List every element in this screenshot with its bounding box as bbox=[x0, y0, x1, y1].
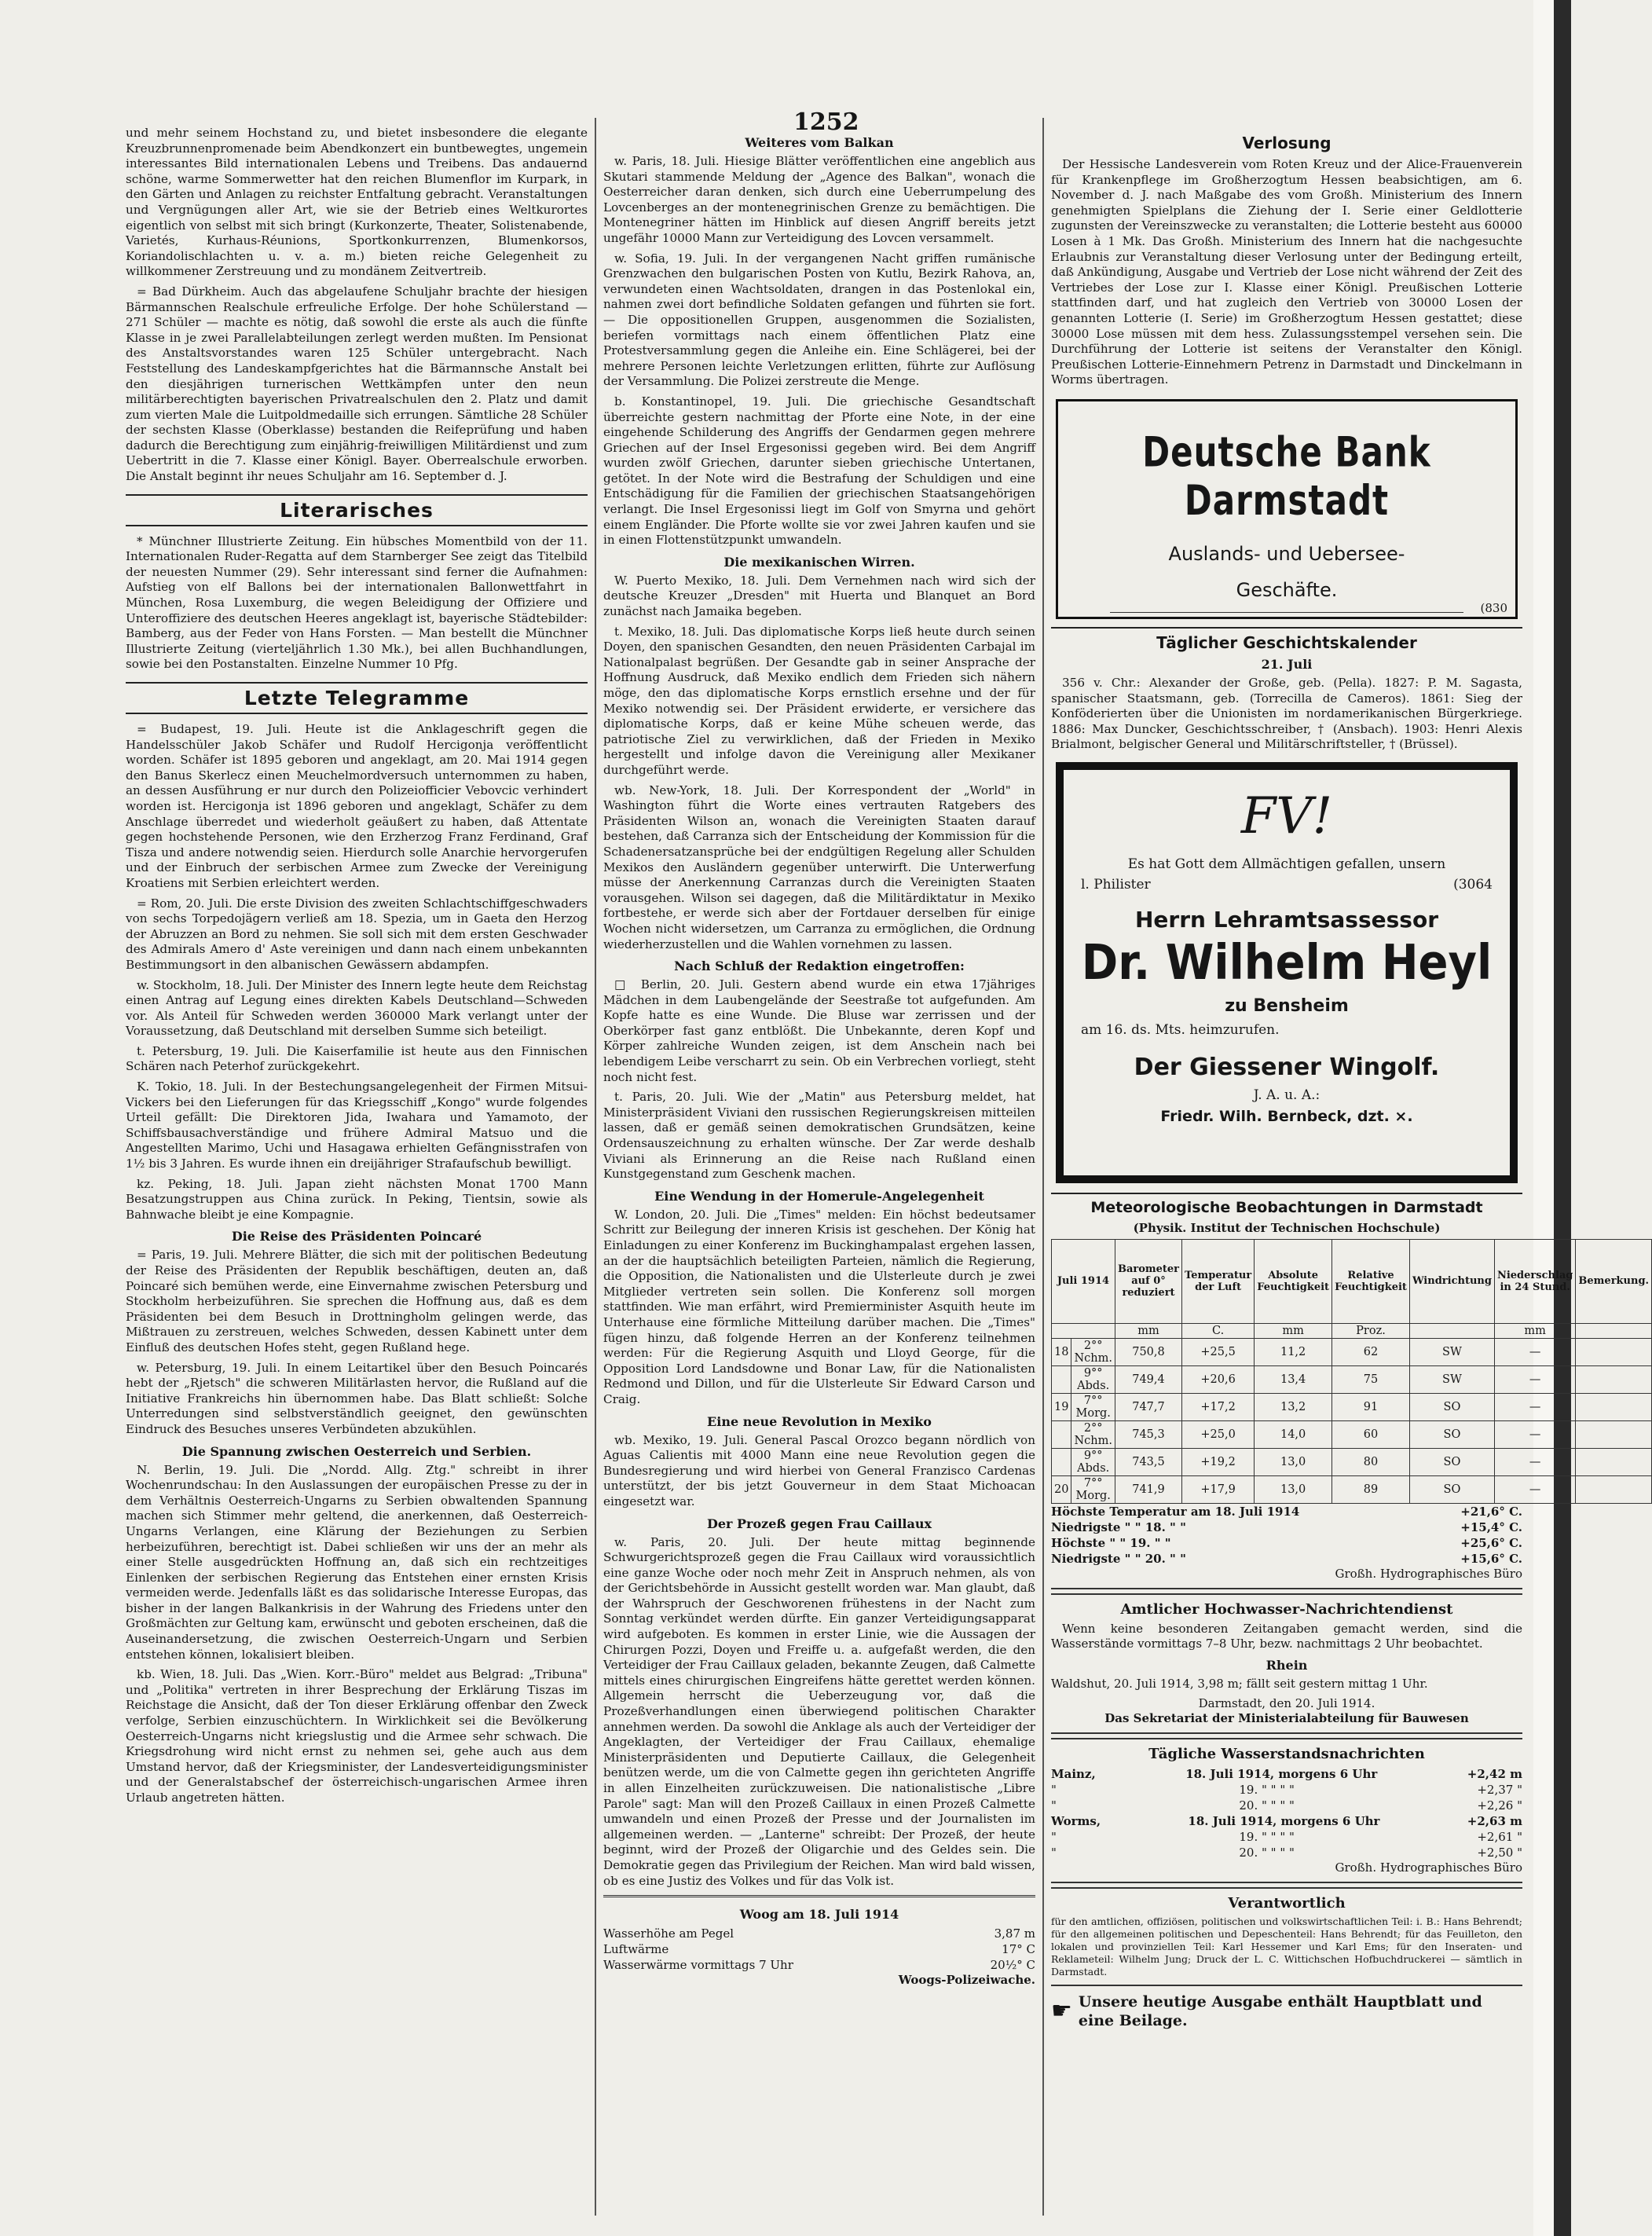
cell-rain: — bbox=[1494, 1420, 1575, 1448]
obit-title: Herrn Lehramtsassessor bbox=[1134, 906, 1438, 933]
sekretariat: Das Sekretariat der Ministerialabteilung für Bauwesen bbox=[1104, 1710, 1469, 1725]
cell-baro: 749,4 bbox=[1115, 1365, 1181, 1393]
article-paragraph: □ Berlin, 20. Juli. Gestern abend wurde ein etwa 17jähriges Mädchen in dem Laubengelände der Seestraße tot aufgefunden. Am Kopfe hatte es eine Wunde. Die Bluse war zerrissen und der Oberkörper fast ganz entblößt. Die Unbekannte, deren Kopf und Körper zahlreiche Wunden zeigen, ist dem Anschein nach bei lebendigem Leibe verscharrt zu sein. Ob ein Verbrechen vorliegt, steht noch nicht fest. bbox=[603, 977, 1035, 1084]
cell-remark bbox=[1576, 1338, 1652, 1365]
obit-iau: J. A. u. A.: bbox=[1253, 1087, 1321, 1103]
article-paragraph: w. Sofia, 19. Juli. In der vergangenen Nacht griffen rumänische Grenzwachen den bulgarischen Posten von Kutlu, Bezirk Rahova, an, verwundeten einen Wachtsoldaten, drangen in das Postenlokal ein, nahmen zwei dort befindliche Soldaten gefangen und führten sie fort. — Die oppositionellen Gruppen, ausgenommen die Sozialisten, beriefen vormittags nach einem öffentlichen Platz eine Protestversammlung gegen die Anleihe ein. Eine Schlägerei, bei der mehrere Personen leichte Verletzungen erlitten, führte zur Auflösung der Versammlung. Die Polizei zerstreute die Menge. bbox=[603, 251, 1035, 389]
cell-temp: +17,9 bbox=[1182, 1475, 1255, 1503]
met-subheading: (Physik. Institut der Technischen Hochschule) bbox=[1133, 1220, 1441, 1235]
woog-value: 3,87 m bbox=[994, 1926, 1035, 1941]
ws-date: 19. " " " " bbox=[1239, 1782, 1295, 1797]
temp-value: +21,6° C. bbox=[1460, 1504, 1522, 1519]
subheading-revolution: Eine neue Revolution in Mexiko bbox=[707, 1413, 932, 1429]
cell-temp: +20,6 bbox=[1182, 1365, 1255, 1393]
cell-temp: +19,2 bbox=[1182, 1448, 1255, 1475]
cell-rain: — bbox=[1494, 1393, 1575, 1420]
temp-line bbox=[1051, 1504, 1522, 1519]
obit-place: zu Bensheim bbox=[1225, 995, 1349, 1016]
temp-value: +15,6° C. bbox=[1460, 1551, 1522, 1566]
divider bbox=[1051, 1985, 1522, 1986]
table-row bbox=[1052, 1365, 1652, 1393]
article-paragraph: w. Paris, 20. Juli. Der heute mittag beginnende Schwurgerichtsprozeß gegen die Frau Caillaux wird voraussichtlich eine ganze Woche oder noch mehr Zeit in Anspruch nehmen, als von der Gerichtsbehörde in Aussicht gestellt worden war. Man glaubt, daß der Wahrspruch der Geschworenen frühestens in der Nacht zum Sonntag verkündet werden dürfte. Ein ganzer Verteidigungsapparat wird aufgeboten. Es kommen in erster Linie, wie die Aussagen der Chirurgen Pozzi, Doyen und Freiffe u. a. aufgefaßt werden, die den Verteidiger der Frau Caillaux geladen, bekannte Zeugen, daß Calmette mittels eines chirurgischen Eingreifens hätte gerettet werden können. Allgemein herrscht die Ueberzeugung vor, daß die Prozeßverhandlungen einen überwiegend politischen Charakter annehmen werden. Da sowohl die Anklage als auch der Verteidiger der Angeklagten, der Verteidiger der Frau Caillaux, ehemalige Ministerpräsidenten und Deputierte Caillaux, die Gelegenheit benützen werde, um die von Calmette gegen ihn gerichteten Angriffe in allen Einzelheiten zurückzuweisen. Die nationalistische „Libre Parole" sagt: Man will den Prozeß Caillaux in einen Prozeß Calmette umwandeln und einen Prozeß der Presse und der Journalisten im allgemeinen werden. — „Lanterne" schreibt: Der Prozeß, der heute beginnt, wird der Prozeß der Oligarchie und des Geldes sein. Die Demokratie gegen das Privilegium der Reichen. Man wird bald wissen, ob es eine Justiz des Volkes und für das Volk ist. bbox=[603, 1534, 1035, 1888]
footer-note bbox=[1051, 1992, 1522, 2030]
ws-place: " bbox=[1051, 1829, 1057, 1844]
unit-cell bbox=[1409, 1323, 1494, 1338]
ws-value: +2,37 " bbox=[1477, 1782, 1522, 1797]
page-number: 1252 bbox=[793, 108, 859, 136]
ws-value: +2,42 m bbox=[1467, 1766, 1522, 1781]
temp-value: +15,4° C. bbox=[1460, 1519, 1522, 1534]
article-paragraph: und mehr seinem Hochstand zu, und bietet insbesondere die elegante Kreuzbrunnenpromenade beim Abendkonzert ein buntbewegtes, ungemein interessantes Bild internationalen Lebens und Treibens. Das andauernd schöne, warme Sommerwetter hat den reichen Blumenflor im Kurpark, in den Gärten und Anlagen zu reichster Entfaltung gebracht. Veranstaltungen und Vergnügungen aller Art, wie sie der Betrieb eines Weltkurortes eigentlich von selbst mit sich bringt (Kurkonzerte, Theater, Solistenabende, Varietés, Kurhaus-Réunions, Sportkonkurrenzen, Blumenkorsos, Koriandolischlachten u. v. a. m.) bieten reiche Gelegenheit zu willkommener Zerstreuung und zu mondänem Zeitvertreib. bbox=[126, 126, 588, 279]
cell-rel: 75 bbox=[1332, 1365, 1410, 1393]
article-paragraph: w. Paris, 18. Juli. Hiesige Blätter veröffentlichen eine angeblich aus Skutari stammende Meldung der „Agence des Balkan", wonach die Oesterreicher daran denken, sich durch eine Ueberrumpelung des Lovcenberges an der montenegrinischen Grenze zu bemächtigen. Die Montenegriner hätten im Hinblick auf diesen Angriff bereits jetzt ungefähr 10000 Mann zur Verteidigung des Lovcen versammelt. bbox=[603, 154, 1035, 245]
table-row bbox=[1052, 1420, 1652, 1448]
telegram-paragraph: = Budapest, 19. Juli. Heute ist die Anklageschrift gegen die Handelsschüler Jakob Schäfer und Rudolf Hercigonja veröffentlicht worden. Schäfer ist 1895 geboren und angeklagt, am 20. Mai 1914 gegen den Banus Skerlecz einen Meuchelmordversuch unternommen zu haben, an dessen Ausführung er nur durch den Polizeiofficier Vebovcic verhindert worden ist. Hercigonja ist 1896 geboren und angeklagt, Schäfer zu dem Anschlage überredet und wiederholt geäußert zu haben, daß Attentate gegen hochstehende Personen, wie den Erzherzog Franz Ferdinand, Graf Tisza und andere notwendig seien. Hierdurch solle Anarchie hervorgerufen und der Einbruch der serbischen Armee zum Zwecke der Vereinigung Kroatiens mit Serbien erleichtert werden. bbox=[126, 722, 588, 890]
obituary-notice bbox=[1056, 762, 1518, 1183]
wasserstand-heading: Tägliche Wasserstandsnachrichten bbox=[1148, 1745, 1425, 1762]
ws-date: 18. Juli 1914, morgens 6 Uhr bbox=[1185, 1766, 1378, 1781]
cell-baro: 747,7 bbox=[1115, 1393, 1181, 1420]
unit-cell bbox=[1052, 1323, 1115, 1338]
temp-value: +25,6° C. bbox=[1460, 1535, 1522, 1550]
cell-rel: 60 bbox=[1332, 1420, 1410, 1448]
cell-abs: 13,4 bbox=[1255, 1365, 1332, 1393]
darmstadt-date: Darmstadt, den 20. Juli 1914. bbox=[1198, 1695, 1375, 1710]
column-1 bbox=[126, 126, 588, 2216]
column-header: Temperatur der Luft bbox=[1182, 1239, 1255, 1323]
cell-abs: 13,0 bbox=[1255, 1448, 1332, 1475]
section-heading-literary: Literarisches bbox=[126, 494, 588, 526]
bank-rule bbox=[1110, 612, 1463, 613]
cell-temp: +17,2 bbox=[1182, 1393, 1255, 1420]
bank-name: Deutsche Bank Darmstadt bbox=[1142, 427, 1431, 525]
cell-day bbox=[1052, 1365, 1071, 1393]
woog-value: 20½° C bbox=[990, 1958, 1035, 1973]
cell-remark bbox=[1576, 1420, 1652, 1448]
woog-label: Luftwärme bbox=[603, 1942, 669, 1957]
obit-line-2 bbox=[1081, 877, 1493, 893]
unit-cell: Proz. bbox=[1332, 1323, 1410, 1338]
divider bbox=[1051, 1882, 1522, 1889]
table-row bbox=[1052, 1475, 1652, 1503]
woog-row bbox=[603, 1926, 1035, 1941]
rhein-heading: Rhein bbox=[1266, 1657, 1308, 1673]
obit-date: am 16. ds. Mts. heimzurufen. bbox=[1081, 1021, 1280, 1038]
cell-rel: 80 bbox=[1332, 1448, 1410, 1475]
cell-rel: 91 bbox=[1332, 1393, 1410, 1420]
unit-cell: mm bbox=[1255, 1323, 1332, 1338]
column-header: Windrichtung bbox=[1409, 1239, 1494, 1323]
wasserstand-row bbox=[1051, 1782, 1522, 1798]
wasserstand-row bbox=[1051, 1845, 1522, 1860]
ws-value: +2,50 " bbox=[1477, 1845, 1522, 1860]
kalender-text: 356 v. Chr.: Alexander der Große, geb. (Pella). 1827: P. M. Sagasta, spanischer Staatsmann, geb. (Torrecilla de Cameros). 1861: Sieg der Konföderierten über die Unionisten im nordamerikanischen Bürgerkriege. 1886: Max Duncker, Geschichtsschreiber, † (Ansbach). 1903: Henri Alexis Brialmont, belgischer General und Militärschriftsteller, † (Brüssel). bbox=[1051, 675, 1522, 752]
bank-code: (830 bbox=[1480, 600, 1507, 615]
kalender-date: 21. Juli bbox=[1261, 656, 1313, 672]
cell-abs: 13,0 bbox=[1255, 1475, 1332, 1503]
column-rule bbox=[1042, 118, 1044, 2216]
divider bbox=[1051, 1588, 1522, 1595]
article-paragraph: W. Puerto Mexiko, 18. Juli. Dem Vernehmen nach wird sich der deutsche Kreuzer „Dresden" mit Huerta und Blanquet an Bord zunächst nach Jamaika begeben. bbox=[603, 573, 1035, 619]
cell-day bbox=[1052, 1448, 1071, 1475]
bank-line-1: Auslands- und Uebersee- bbox=[1168, 542, 1405, 565]
subheading-mexiko: Die mexikanischen Wirren. bbox=[723, 554, 915, 570]
met-signature: Großh. Hydrographisches Büro bbox=[1335, 1566, 1522, 1581]
article-paragraph: = Bad Dürkheim. Auch das abgelaufene Schuljahr brachte der hiesigen Bärmannschen Realschule erfreuliche Erfolge. Der hohe Schülerstand — 271 Schüler — machte es nötig, daß sowohl die erste als auch die fünfte Klasse in je zwei Parallelabteilungen zerlegt werden mußten. Im Pensionat des Anstaltsvorstandes waren 125 Schüler untergebracht. Nach Feststellung des Landeskampfgerichtes hat die Bärmannsche Anstalt bei den diesjährigen turnerischen Wettkämpfen unter den neun militärberechtigten bayerischen Privatrealschulen den 2. Platz und damit zum vierten Male die Luitpoldmedaille sich errungen. Sämtliche 28 Schüler der sechsten Klasse (Oberklasse) bestanden die Reifeprüfung und haben dadurch die Berechtigung zum einjährig-freiwilligen Militärdienst und zum Uebertritt in die 7. Klasse einer Königl. Bayer. Oberrealschule erworben. Die Anstalt beginnt ihr neues Schuljahr am 16. September d. J. bbox=[126, 284, 588, 484]
ws-date: 18. Juli 1914, morgens 6 Uhr bbox=[1188, 1813, 1380, 1828]
woog-row bbox=[603, 1957, 1035, 1973]
cell-time: 7°° Morg. bbox=[1071, 1475, 1115, 1503]
met-heading: Meteorologische Beobachtungen in Darmstadt bbox=[1051, 1193, 1522, 1216]
ws-place: Mainz, bbox=[1051, 1766, 1096, 1781]
cell-rain: — bbox=[1494, 1365, 1575, 1393]
waldshut-text: Waldshut, 20. Juli 1914, 3,98 m; fällt seit gestern mittag 1 Uhr. bbox=[1051, 1676, 1428, 1691]
ws-value: +2,61 " bbox=[1477, 1829, 1522, 1844]
telegram-paragraph: w. Stockholm, 18. Juli. Der Minister des Innern legte heute dem Reichstag einen Antrag auf Legung eines direkten Kabels Deutschland—Schweden vor. Als Anteil für Schweden werden 360000 Mark verlangt unter der Voraussetzung, daß Deutschland mit derselben Summe sich beteiligt. bbox=[126, 977, 588, 1039]
cell-wind: SO bbox=[1409, 1420, 1494, 1448]
cell-wind: SO bbox=[1409, 1475, 1494, 1503]
ws-place: " bbox=[1051, 1798, 1057, 1813]
cell-time: 7°° Morg. bbox=[1071, 1393, 1115, 1420]
cell-wind: SO bbox=[1409, 1448, 1494, 1475]
obit-line-1: Es hat Gott dem Allmächtigen gefallen, unsern bbox=[1127, 856, 1446, 872]
cell-rel: 62 bbox=[1332, 1338, 1410, 1365]
article-paragraph: * Münchner Illustrierte Zeitung. Ein hübsches Momentbild von der 11. Internationalen Ruder-Regatta auf dem Starnberger See zeigt das Titelbild der neuesten Nummer (29). Sehr interessant sind ferner die Aufnahmen: Aufstieg von elf Ballons bei der internationalen Ballonwettfahrt in München, Rosa Luxemburg, die wegen Beleidigung der Offiziere und Unteroffiziere des deutschen Heeres angeklagt ist, bayerische Städtebilder: Bamberg, aus der Feder von Hans Forsten. — Man bestellt die Münchner Illustrierte Zeitung (vierteljährlich 1.30 Mk.), bei allen Buchhandlungen, sowie bei den Postanstalten. Einzelne Nummer 10 Pfg. bbox=[126, 533, 588, 672]
column-2 bbox=[603, 126, 1035, 2216]
ws-place: Worms, bbox=[1051, 1813, 1101, 1828]
telegram-paragraph: = Rom, 20. Juli. Die erste Division des zweiten Schlachtschiffgeschwaders von sechs Torpedojägern verließ am 18. Spezia, um in Gaeta den Herzog der Abruzzen an Bord zu nehmen. Sie soll sich mit dem ersten Geschwader des Admirals Amero d' Aste vereinigen und dann nach einem unbekannten Bestimmungsort in den albanischen Gewässern abdampfen. bbox=[126, 896, 588, 972]
woog-value: 17° C bbox=[1002, 1942, 1035, 1957]
temp-label: Niedrigste " " 18. " " bbox=[1051, 1519, 1186, 1534]
unit-cell: C. bbox=[1182, 1323, 1255, 1338]
cell-baro: 750,8 bbox=[1115, 1338, 1181, 1365]
hochwasser-heading: Amtlicher Hochwasser-Nachrichtendienst bbox=[1120, 1600, 1453, 1618]
woog-title: Woog am 18. Juli 1914 bbox=[739, 1907, 899, 1923]
article-paragraph: wb. Mexiko, 19. Juli. General Pascal Orozco begann nördlich von Aguas Calientis mit 4000 Mann eine neue Revolution gegen die Bundesregierung und wird hierbei von General Franzisco Cardenas unterstützt, der bis jetzt Gouverneur in dem Staat Michoacan eingesetzt war. bbox=[603, 1432, 1035, 1508]
deutsche-bank-ad bbox=[1056, 399, 1518, 619]
cell-baro: 745,3 bbox=[1115, 1420, 1181, 1448]
ws-value: +2,63 m bbox=[1467, 1813, 1522, 1828]
cell-time: 9°° Abds. bbox=[1071, 1365, 1115, 1393]
cell-rain: — bbox=[1494, 1475, 1575, 1503]
table-row bbox=[1052, 1448, 1652, 1475]
cell-time: 9°° Abds. bbox=[1071, 1448, 1115, 1475]
unit-cell: mm bbox=[1494, 1323, 1575, 1338]
subheading-spannung: Die Spannung zwischen Oesterreich und Serbien. bbox=[181, 1443, 532, 1459]
cell-abs: 14,0 bbox=[1255, 1420, 1332, 1448]
wasserstand-row bbox=[1051, 1813, 1522, 1829]
table-header-row bbox=[1052, 1239, 1652, 1323]
temp-line bbox=[1051, 1519, 1522, 1535]
subheading-redaktion: Nach Schluß der Redaktion eingetroffen: bbox=[674, 959, 965, 974]
article-paragraph: kb. Wien, 18. Juli. Das „Wien. Korr.-Büro" meldet aus Belgrad: „Tribuna" und „Politika" vertreten in ihrer Besprechung der Erklärung Tiszas im Reichstage die Ansicht, daß der Ton dieser Erklärung offenbar den Zweck verfolge, Serbien einzuschüchtern. In Wirklichkeit sei die Bevölkerung Oesterreich-Ungarns nicht kriegslustig und die Armee sehr schwach. Die Kriegsdrohung wird nicht ernst zu nehmen sei, gehe auch aus dem Umstand hervor, daß der Kriegsminister, der Landesverteidigungsminister und der Generalstabschef der österreichisch-ungarischen Armee ihren Urlaub angetreten hätten. bbox=[126, 1667, 588, 1805]
obit-signed: Friedr. Wilh. Bernbeck, dzt. ×. bbox=[1160, 1107, 1413, 1125]
woog-box bbox=[603, 1895, 1035, 1988]
subheading-balkan: Weiteres vom Balkan bbox=[745, 135, 894, 150]
column-header: Bemerkung. bbox=[1576, 1239, 1652, 1323]
article-paragraph: t. Mexiko, 18. Juli. Das diplomatische Korps ließ heute durch seinen Doyen, den spanischen Gesandten, den neuen Präsidenten Carbajal im Nationalpalast begrüßen. Der Gesandte gab in seiner Ansprache der Hoffnung Ausdruck, daß Mexiko endlich dem Frieden sich nähern möge, den das diplomatische Korps ernstlich ersehne und der für Mexiko notwendig sei. Der Präsident erwiderte, er versichere das diplomatische Korps, daß er keine Mühe scheuen werde, das patriotische Ziel zu verwirklichen, daß der Frieden in Mexiko hergestellt und infolge davon die Vereinigung aller Mexikaner durchgeführt werde. bbox=[603, 624, 1035, 777]
weather-table bbox=[1051, 1239, 1652, 1504]
cell-day: 19 bbox=[1052, 1393, 1071, 1420]
cell-remark bbox=[1576, 1475, 1652, 1503]
unit-cell bbox=[1576, 1323, 1652, 1338]
verantwortlich-text: für den amtlichen, offiziösen, politischen und volkswirtschaftlichen Teil: i. B.: Hans Behrendt; für den allgemeinen politischen und Depeschenteil: Hans Behrendt; für das Feuilleton, den lokalen und provinziellen Teil: Karl Hessemer und Karl Ems; für den Inseraten- und Reklameteil: Wilhelm Jung; Druck der L. C. Wittichschen Hofbuchdruckerei — sämtlich in Darmstadt. bbox=[1051, 1915, 1522, 1978]
obit-name: Dr. Wilhelm Heyl bbox=[1081, 934, 1493, 992]
temp-label: Niedrigste " " 20. " " bbox=[1051, 1551, 1186, 1566]
table-row bbox=[1052, 1338, 1652, 1365]
wasserstand-row bbox=[1051, 1766, 1522, 1782]
table-units-row bbox=[1052, 1323, 1652, 1338]
article-paragraph: N. Berlin, 19. Juli. Die „Nordd. Allg. Ztg." schreibt in ihrer Wochenrundschau: In den Auslassungen der europäischen Presse zu der in dem Verhältnis Oesterreich-Ungarns zu Serbien obwaltenden Spannung machen sich Stimmer mehr geltend, die anerkennen, daß Oesterreich-Ungarns Verlangen, eine Klärung der Beziehungen zu Serbien herbeizuführen, berechtigt ist. Dabei schließen wir uns der an mehr als einer Stelle ausgedrückten Hoffnung an, daß sich ein rechtzeitiges Einlenken der serbischen Regierung das Entstehen einer ernsten Krisis vermeiden werde. Jedenfalls läßt es das solidarische Interesse Europas, das bisher in der langen Balkankrisis in der Wahrung des Friedens unter den Großmächten zur Geltung kam, erwünscht und geboten erscheinen, daß die Auseinandersetzung, die zwischen Oesterreich-Ungarn und Serbien entstehen können, lokalisiert bleiben. bbox=[126, 1462, 588, 1662]
telegram-paragraph: K. Tokio, 18. Juli. In der Bestechungsangelegenheit der Firmen Mitsui-Vickers bei den Lieferungen für das Kriegsschiff „Kongo" wurde folgendes Urteil gefällt: Die Direktoren Jida, Iwahara und Yamamoto, der Schiffsbausachverständige und frühere Admiral Matsuo und die Angestellten Marimo, Uchi und Hasagawa erhielten Gefängnisstrafen von 1½ bis 3 Jahren. Es wurde ihnen ein dreijähriger Strafaufschub bewilligt. bbox=[126, 1080, 588, 1171]
ws-date: 19. " " " " bbox=[1239, 1829, 1295, 1844]
wasserstand-row bbox=[1051, 1798, 1522, 1813]
cell-day bbox=[1052, 1420, 1071, 1448]
cell-baro: 743,5 bbox=[1115, 1448, 1181, 1475]
cell-wind: SW bbox=[1409, 1338, 1494, 1365]
cell-abs: 13,2 bbox=[1255, 1393, 1332, 1420]
ws-date: 20. " " " " bbox=[1239, 1798, 1295, 1813]
column-header: Juli 1914 bbox=[1052, 1239, 1115, 1323]
cell-rain: — bbox=[1494, 1448, 1575, 1475]
cell-temp: +25,0 bbox=[1182, 1420, 1255, 1448]
obit-society: Der Giessener Wingolf. bbox=[1134, 1053, 1440, 1081]
cell-baro: 741,9 bbox=[1115, 1475, 1181, 1503]
table-row bbox=[1052, 1393, 1652, 1420]
divider bbox=[1051, 1732, 1522, 1739]
woog-label: Wasserhöhe am Pegel bbox=[603, 1926, 734, 1941]
cell-remark bbox=[1576, 1448, 1652, 1475]
obit-philister: l. Philister bbox=[1081, 876, 1151, 893]
hochwasser-text: Wenn keine besonderen Zeitangaben gemacht werden, sind die Wasserstände vormittags 7–8 Uhr, bezw. nachmittags 2 Uhr beobachtet. bbox=[1051, 1621, 1522, 1651]
monogram-logo: FV! bbox=[1240, 786, 1333, 845]
cell-day: 18 bbox=[1052, 1338, 1071, 1365]
cell-time: 2°° Nchm. bbox=[1071, 1420, 1115, 1448]
column-rule bbox=[595, 118, 596, 2216]
verantwortlich-heading: Verantwortlich bbox=[1228, 1894, 1346, 1912]
article-paragraph: = Paris, 19. Juli. Mehrere Blätter, die sich mit der politischen Bedeutung der Reise des Präsidenten der Republik beschäftigen, deuten an, daß Poincaré sich bemühen werde, eine Einvernahme zwischen Petersburg und Stockholm herbeizuführen. Sie sprechen die Hoffnung aus, daß es dem Präsidenten bei dem Besuch in Drottningholm gelingen werde, das Mißtrauen zu zerstreuen, welches Schweden, dessen Kabinett unter dem Einfluß des deutschen Hofes steht, gegen Rußland hege. bbox=[126, 1248, 588, 1354]
cell-abs: 11,2 bbox=[1255, 1338, 1332, 1365]
woog-row bbox=[603, 1941, 1035, 1957]
cell-temp: +25,5 bbox=[1182, 1338, 1255, 1365]
section-heading-kalender: Täglicher Geschichtskalender bbox=[1051, 627, 1522, 652]
wasserstand-row bbox=[1051, 1829, 1522, 1845]
telegram-paragraph: t. Petersburg, 19. Juli. Die Kaiserfamilie ist heute aus den Finnischen Schären nach Peterhof zurückgekehrt. bbox=[126, 1043, 588, 1074]
column-header: Relative Feuchtigkeit bbox=[1332, 1239, 1410, 1323]
cell-rel: 89 bbox=[1332, 1475, 1410, 1503]
temp-label: Höchste " " 19. " " bbox=[1051, 1535, 1171, 1550]
woog-label: Wasserwärme vormittags 7 Uhr bbox=[603, 1958, 793, 1973]
telegram-paragraph: kz. Peking, 18. Juli. Japan zieht nächsten Monat 1700 Mann Besatzungstruppen aus China zurück. In Peking, Tientsin, sowie als Bahnwache bleibt je eine Kompagnie. bbox=[126, 1176, 588, 1222]
cell-day: 20 bbox=[1052, 1475, 1071, 1503]
subheading-homerule: Eine Wendung in der Homerule-Angelegenheit bbox=[654, 1188, 984, 1204]
footer-text: Unsere heutige Ausgabe enthält Hauptblatt und eine Beilage. bbox=[1078, 1992, 1482, 2029]
section-heading-telegrams: Letzte Telegramme bbox=[126, 682, 588, 714]
page-margin bbox=[1533, 0, 1554, 2236]
cell-wind: SO bbox=[1409, 1393, 1494, 1420]
cell-rain: — bbox=[1494, 1338, 1575, 1365]
cell-time: 2°° Nchm. bbox=[1071, 1338, 1115, 1365]
cell-wind: SW bbox=[1409, 1365, 1494, 1393]
temp-line bbox=[1051, 1535, 1522, 1551]
ws-value: +2,26 " bbox=[1477, 1798, 1522, 1813]
temp-line bbox=[1051, 1551, 1522, 1567]
ws-date: 20. " " " " bbox=[1239, 1845, 1295, 1860]
scan-edge bbox=[1554, 0, 1571, 2236]
cell-remark bbox=[1576, 1393, 1652, 1420]
article-paragraph: t. Paris, 20. Juli. Wie der „Matin" aus Petersburg meldet, hat Ministerpräsident Viviani den russischen Regierungskreisen mitteilen lassen, daß er gemäß seinen demokratischen Grundsätzen, keine Ordensauszeichnung zu erhalten wünsche. Der Zar werde deshalb Viviani als Erinnerung an die Reise nach Rußland einen Kunstgegenstand zum Geschenk machen. bbox=[603, 1090, 1035, 1182]
article-paragraph: w. Petersburg, 19. Juli. In einem Leitartikel über den Besuch Poincarés hebt der „Rjetsch" die schweren Militärlasten hervor, die Rußland auf die Initiative Frankreichs hin übernommen habe. Das Blatt schließt: Solche Unterredungen sind selbstverständlich geeignet, den gewünschten Eindruck des Besuches unseres Verbündeten abzukühlen. bbox=[126, 1360, 588, 1436]
ws-place: " bbox=[1051, 1782, 1057, 1797]
section-heading-verlosung: Verlosung bbox=[1242, 134, 1331, 152]
column-header: Absolute Feuchtigkeit bbox=[1255, 1239, 1332, 1323]
article-paragraph: wb. New-York, 18. Juli. Der Korrespondent der „World" in Washington führt die Worte eines vertrauten Ratgebers des Präsidenten Wilson an, wonach die Vereinigten Staaten darauf bestehen, daß Carranza sich der Entscheidung der Kommission für die Schadenersatzansprüche bei der endgültigen Regelung aller Schulden Mexikos den Ausländern gegenüber unterwirft. Die Unterwerfung müsse der Anerkennung Carranzas durch die Vereinigten Staaten vorausgehen. Wilson sei dagegen, daß die Militärdiktatur in Mexiko fortbestehe, er werde sich aber der Fortdauer derselben für einige Wochen nicht widersetzen, um Carranza zu ermöglichen, die Ordnung wiederherzustellen und die Wahlen vornehmen zu lassen. bbox=[603, 783, 1035, 951]
column-header: Niederschlag in 24 Stund. bbox=[1494, 1239, 1575, 1323]
subheading-poincare: Die Reise des Präsidenten Poincaré bbox=[231, 1229, 482, 1244]
pointing-hand-icon: ☛ bbox=[1051, 1997, 1072, 2025]
unit-cell: mm bbox=[1115, 1323, 1181, 1338]
article-paragraph: Der Hessische Landesverein vom Roten Kreuz und der Alice-Frauenverein für Krankenpflege im Großherzogtum Hessen beabsichtigen, am 6. November d. J. nach Maßgabe des vom Großh. Ministerium des Innern genehmigten Spielplans die Ziehung der I. Serie einer Geldlotterie zugunsten der Vereinszwecke zu veranstalten; die Lotterie besteht aus 60000 Losen à 1 Mk. Das Großh. Ministerium des Innern hat die nachgesuchte Erlaubnis zur Veranstaltung dieser Verlosung unter der Bedingung erteilt, daß Ankündigung, Ausgabe und Vertrieb der Lose nicht während der Zeit des Vertriebes der Lose zur I. Klasse einer Königl. Preußischen Lotterie stattfinden darf, und hat zugleich den Vertrieb von 30000 Losen der genannten Lotterie (I. Serie) im Großherzogtum Hessen gestattet; diese 30000 Lose müssen mit dem hess. Zulassungsstempel versehen sein. Die Durchführung der Lotterie ist seitens der Veranstalter den Königl. Preußischen Lotterie-Einnehmern Petrenz in Darmstadt und Dinckelmann in Worms übertragen. bbox=[1051, 157, 1522, 387]
article-paragraph: b. Konstantinopel, 19. Juli. Die griechische Gesandtschaft überreichte gestern nachmittag der Pforte eine Note, in der eine eingehende Schilderung des Angriffs der Gendarmen gegen mehrere Griechen auf der Insel Ergesonissi gegeben wird. Bei dem Angriff wurden zwölf Griechen, darunter sieben griechische Untertanen, getötet. In der Note wird die Bestrafung der Schuldigen und eine Entschädigung für die Familien der griechischen Staatsangehörigen verlangt. Die Insel Ergesonissi liegt im Golf von Smyrna und gehört einem Engländer. Die Pforte wollte sie vor zwei Jahren kaufen und sie in einen Flottenstützpunkt umwandeln. bbox=[603, 394, 1035, 548]
subheading-caillaux: Der Prozeß gegen Frau Caillaux bbox=[706, 1516, 932, 1531]
column-header: Barometer auf 0° reduziert bbox=[1115, 1239, 1181, 1323]
bank-line-2: Geschäfte. bbox=[1236, 578, 1338, 601]
wasserstand-signature: Großh. Hydrographisches Büro bbox=[1335, 1860, 1522, 1875]
woog-signature: Woogs-Polizeiwache. bbox=[898, 1973, 1035, 1988]
cell-remark bbox=[1576, 1365, 1652, 1393]
ws-place: " bbox=[1051, 1845, 1057, 1860]
column-3 bbox=[1051, 126, 1650, 2216]
article-paragraph: W. London, 20. Juli. Die „Times" melden: Ein höchst bedeutsamer Schritt zur Beilegung der inneren Krisis ist geschehen. Der König hat Einladungen zu einer Konferenz im Buckinghampalast ergehen lassen, an der die hauptsächlich beteiligten Parteien, nämlich die Regierung, die Opposition, die Nationalisten und die Ulsterleute durch je zwei Mitglieder vertreten sein sollen. Die Konferenz soll morgen stattfinden. Wie man erfährt, wird Premierminister Asquith heute im Unterhause eine förmliche Mitteilung darüber machen. Die „Times" fügen hinzu, daß folgende Herren an der Konferenz teilnehmen werden: Für die Regierung Asquith und Lloyd George, für die Opposition Lord Landsdowne und Bonar Law, für die Nationalisten Redmond und Dillon, und für die Ulsterleute Sir Edward Carson und Craig. bbox=[603, 1207, 1035, 1406]
obit-code: (3064 bbox=[1453, 876, 1493, 893]
temp-label: Höchste Temperatur am 18. Juli 1914 bbox=[1051, 1504, 1300, 1519]
